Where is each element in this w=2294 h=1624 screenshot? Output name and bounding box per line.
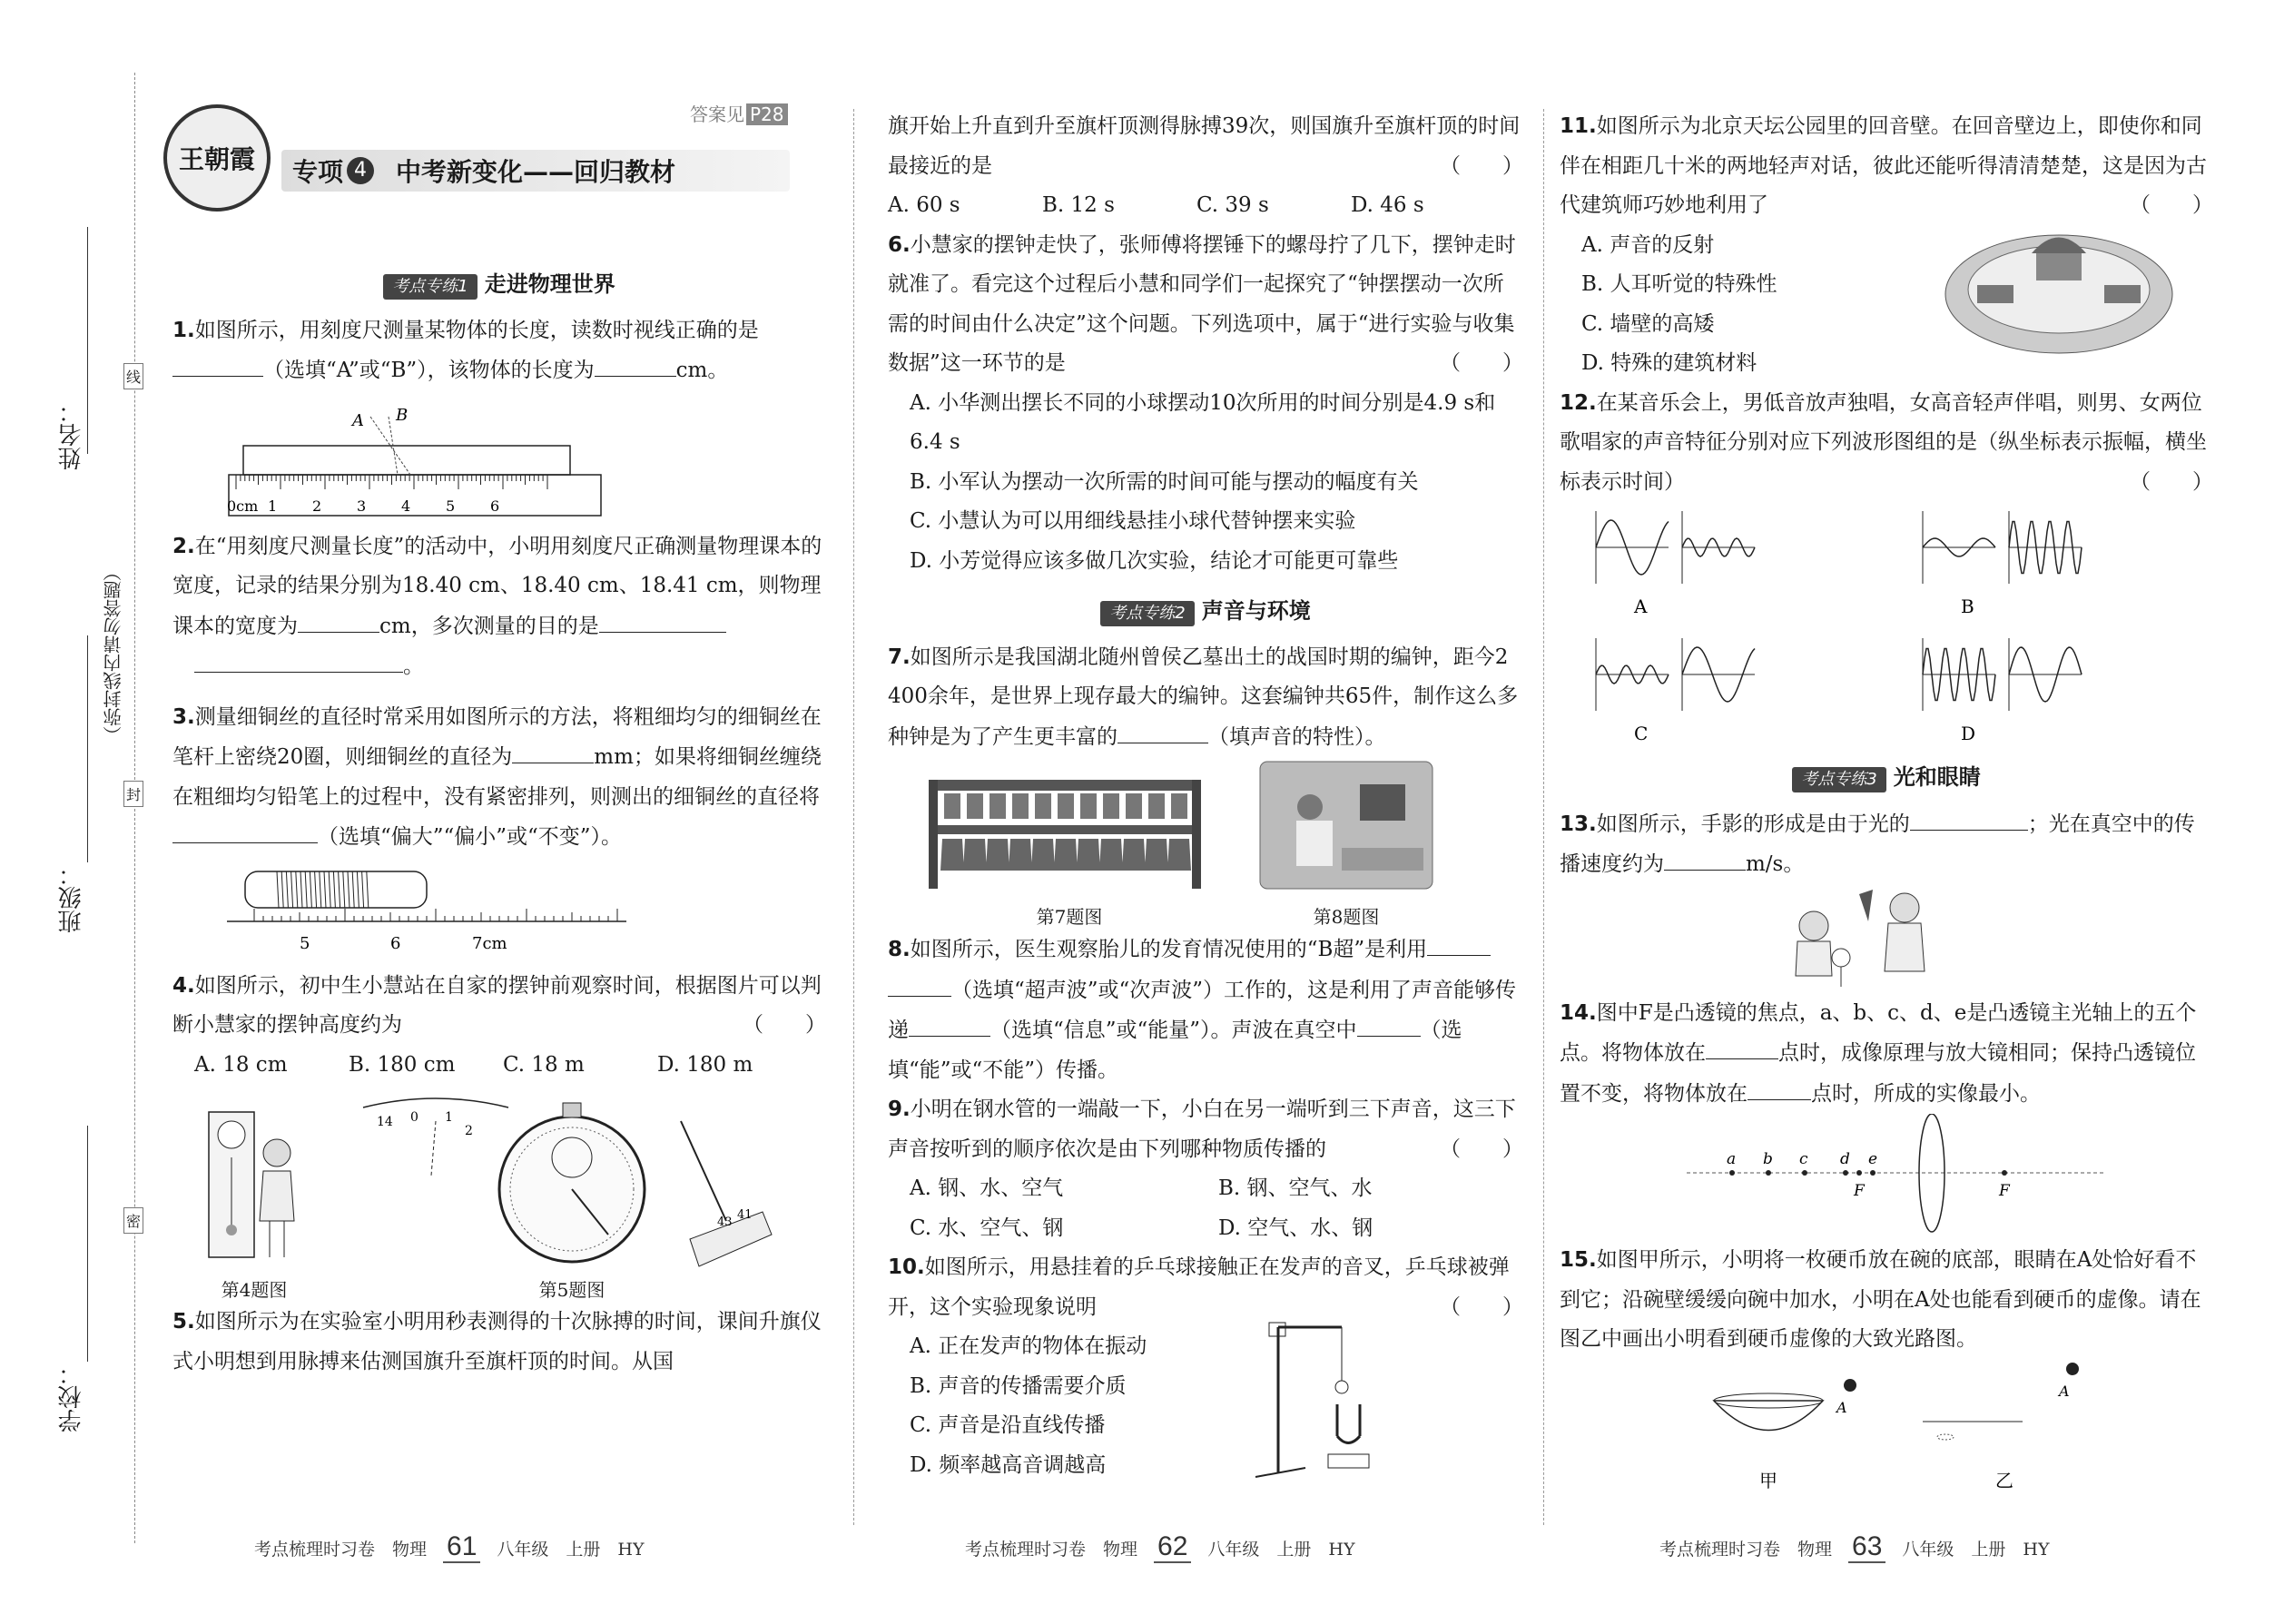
figure-8-caption: 第8题图 xyxy=(1313,906,1380,928)
footer-right: 八年级 上册 HY xyxy=(1902,1540,2050,1560)
section-3-heading xyxy=(1560,758,2213,799)
question-number: 8. xyxy=(888,938,911,961)
question-number: 3. xyxy=(172,704,195,729)
question-text: 。 xyxy=(403,655,424,678)
bowl-jia xyxy=(1714,1401,1823,1431)
seal-mark-1: 线 xyxy=(123,363,143,389)
question-9 xyxy=(888,1090,1523,1169)
section-tag: 考点专练2 xyxy=(1100,601,1194,626)
ruler-1-svg xyxy=(172,391,826,527)
seal-line xyxy=(134,73,135,1543)
option-c[interactable]: C. 水、空气、钢 xyxy=(910,1216,1064,1240)
question-4 xyxy=(172,967,826,1046)
question-text: 如图所示，初中生小慧站在自家的摆钟前观察时间，根据图片可以判断小慧家的摆钟高度约为 xyxy=(172,973,822,1037)
logo-text: 王朝霞 xyxy=(178,144,255,174)
question-number: 12. xyxy=(1560,390,1597,415)
question-text: 如图所示，手影的形成是由于光的 xyxy=(1596,812,1910,836)
question-text: 点时，成像原理与放大镜相同；保持凸透镜位置不变，将物体放在 xyxy=(1560,1041,2196,1106)
answer-blank[interactable] xyxy=(888,970,951,997)
answer-page-badge: P28 xyxy=(746,103,788,125)
question-1 xyxy=(172,311,826,391)
question-number: 4. xyxy=(172,973,195,998)
question-text: 如图所示为北京天坛公园里的回音壁。在回音壁边上，即使你和同伴在相距几十米的两地轻声对话，彼此还能听得清清楚楚，这是因为古代建筑师巧妙地利用了 xyxy=(1560,114,2207,217)
option-d[interactable]: D. 180 m xyxy=(657,1052,753,1077)
waveform-figure xyxy=(1560,502,2213,747)
coil-figure xyxy=(172,858,826,958)
eye-icon xyxy=(2066,1363,2079,1375)
question-text: （选填“偏大”“偏小”或“不变”）。 xyxy=(318,825,623,849)
footer-left: 考点梳理时习卷 物理 xyxy=(965,1540,1138,1560)
view-a-label: A xyxy=(352,410,364,430)
question-text: mm；如果将细铜丝缠绕在粗细均匀铅笔上的过程中，没有紧密排列，则测出的细铜丝的直径将 xyxy=(172,745,822,809)
ruler-label-5: 5 xyxy=(300,933,310,953)
question-text: 小慧家的摆钟走快了，张师傅将摆锤下的螺母拧了几下，摆钟走时就准了。看完这个过程后小慧和同学们一起探究了“钟摆摆动一次所需的时间由什么决定”这个问题。下列选项中，属于“进行实验与收集数据”这一环节的是 xyxy=(888,232,1516,375)
point-b: b xyxy=(1763,1150,1773,1168)
group-label-c: C xyxy=(1634,723,1649,744)
point-a: a xyxy=(1727,1150,1737,1168)
option-b[interactable]: B. 钢、空气、水 xyxy=(1218,1176,1373,1200)
figure-7-8-svg xyxy=(888,757,1523,902)
question-number: 15. xyxy=(1560,1248,1597,1272)
point-a-jia: A xyxy=(1836,1398,1847,1416)
answer-blank[interactable] xyxy=(909,1010,990,1037)
option-b[interactable]: B. 人耳听觉的特殊性 xyxy=(1581,272,1777,296)
option-d[interactable]: D. 频率越高音调越高 xyxy=(910,1452,1107,1477)
options-q9-row2 xyxy=(888,1209,1523,1249)
options-q5 xyxy=(888,186,1523,226)
point-a-yi: A xyxy=(2059,1382,2070,1400)
header xyxy=(154,100,808,200)
column-3 xyxy=(1560,107,2213,1496)
protractor-label: 43 xyxy=(717,1216,733,1229)
footer-page-62 xyxy=(965,1531,1355,1562)
seal-mark-2: 封 xyxy=(123,781,143,807)
question-15 xyxy=(1560,1241,2213,1360)
name-label: 姓名： xyxy=(58,399,85,470)
question-6 xyxy=(888,226,1523,384)
question-text: （选填“A”或“B”），该物体的长度为 xyxy=(263,359,595,382)
option-a[interactable]: A. 声音的反射 xyxy=(1581,232,1715,257)
question-text: cm，多次测量的目的是 xyxy=(379,614,599,638)
page-title: 中考新变化——回归教材 xyxy=(396,157,676,187)
answer-blank[interactable] xyxy=(595,350,676,377)
footer-right: 八年级 上册 HY xyxy=(1207,1540,1355,1560)
answer-blank[interactable] xyxy=(1748,1074,1811,1100)
ruler-label-5: 5 xyxy=(446,497,456,515)
answer-blank[interactable] xyxy=(1357,1010,1421,1037)
answer-ref xyxy=(690,100,788,126)
question-3 xyxy=(172,698,826,858)
question-number: 11. xyxy=(1560,114,1597,138)
question-number: 6. xyxy=(888,232,911,257)
column-1 xyxy=(172,254,826,1382)
question-text: （选填“能”或“不能”）传播。 xyxy=(888,1019,1462,1082)
question-text: m/s。 xyxy=(1746,852,1805,876)
ruler-label-2: 2 xyxy=(312,497,322,515)
point-d: d xyxy=(1840,1150,1850,1168)
q11-options-block xyxy=(1560,226,2213,384)
bowl-figure xyxy=(1560,1360,2213,1496)
answer-blank[interactable] xyxy=(194,646,403,673)
coil-svg xyxy=(172,858,826,958)
question-text: ；光在真空中的传播速度约为 xyxy=(1560,812,2195,876)
ruler-label-4: 4 xyxy=(401,497,411,515)
option-b[interactable]: B. 12 s xyxy=(1042,193,1115,217)
hand-shadow-figure xyxy=(1560,885,2213,994)
question-14 xyxy=(1560,994,2213,1115)
footer-left: 考点梳理时习卷 物理 xyxy=(1659,1540,1833,1560)
dial-scale xyxy=(363,1098,508,1107)
title-prefix: 专项 xyxy=(292,157,344,187)
option-d[interactable]: D. 小芳觉得应该多做几次实验，结论才可能更可靠些 xyxy=(910,548,1399,573)
question-number: 14. xyxy=(1560,1000,1597,1025)
question-text: （填声音的特性）。 xyxy=(1208,724,1386,749)
question-text: 如图所示是我国湖北随州曾侯乙墓出土的战国时期的编钟，距今2 400余年，是世界上现存最大的编钟。这套编钟共65件，制作这么多种钟是为了产生更丰富的 xyxy=(888,645,1519,749)
ruler-figure-1 xyxy=(172,391,826,527)
option-a[interactable]: A. 钢、水、空气 xyxy=(910,1176,1064,1200)
section-title: 走进物理世界 xyxy=(484,271,615,297)
section-tag: 考点专练3 xyxy=(1792,767,1885,792)
question-text: 在“用刻度尺测量长度”的活动中，小明用刻度尺正确测量物理课本的宽度，记录的结果分别为18.40 cm、18.40 cm、18.41 cm，则物理课本的宽度为 xyxy=(172,534,822,638)
name-underline[interactable] xyxy=(87,227,88,454)
answer-paren[interactable]: （ ） xyxy=(1440,153,1523,178)
question-number: 2. xyxy=(172,534,195,558)
lens-svg xyxy=(1560,1114,2213,1241)
section-title: 声音与环境 xyxy=(1201,598,1311,624)
question-number: 10. xyxy=(888,1255,925,1279)
column-divider-1 xyxy=(853,109,854,1525)
answer-paren[interactable]: （ ） xyxy=(743,1013,826,1037)
answer-blank[interactable] xyxy=(1117,717,1208,743)
figure-4-caption: 第4题图 xyxy=(221,1279,288,1301)
ruler-label-3: 3 xyxy=(357,497,367,515)
label-jia: 甲 xyxy=(1759,1469,1777,1491)
option-a[interactable]: A. 60 s xyxy=(888,193,960,217)
option-d[interactable]: D. 特殊的建筑材料 xyxy=(1581,351,1757,375)
ruler-label-6: 6 xyxy=(390,933,401,953)
question-5-cont xyxy=(888,107,1523,186)
focus-left: F xyxy=(1854,1182,1865,1200)
group-label-b: B xyxy=(1961,595,1974,617)
group-label-d: D xyxy=(1961,723,1976,744)
option-c[interactable]: C. 声音是沿直线传播 xyxy=(910,1413,1106,1437)
question-text: 在某音乐会上，男低音放声独唱，女高音轻声伴唱，则男、女两位歌唱家的声音特征分别对应下列波形图组的是（纵坐标表示振幅，横坐标表示时间） xyxy=(1560,390,2207,494)
option-c[interactable]: C. 18 m xyxy=(503,1052,585,1077)
tuning-fork-figure xyxy=(1251,1309,1433,1491)
footer-page-63 xyxy=(1659,1531,2050,1562)
figures-7-8 xyxy=(888,757,1523,930)
figure-4-5-svg xyxy=(172,1085,826,1275)
question-7 xyxy=(888,638,1523,758)
section-2-heading xyxy=(888,592,1523,633)
title-banner xyxy=(281,150,790,192)
answer-paren[interactable]: （ ） xyxy=(2130,193,2213,217)
question-number: 1. xyxy=(172,318,195,342)
question-text: cm。 xyxy=(675,359,729,382)
column-2 xyxy=(888,107,1523,1485)
answer-blank[interactable] xyxy=(298,606,379,633)
eye-icon xyxy=(1844,1379,1856,1392)
bowl-svg xyxy=(1560,1360,2213,1496)
label-yi: 乙 xyxy=(1995,1469,2013,1491)
option-b[interactable]: B. 180 cm xyxy=(349,1052,456,1077)
answer-blank[interactable] xyxy=(172,350,263,377)
figures-4-5 xyxy=(172,1085,826,1303)
point-e: e xyxy=(1868,1150,1878,1168)
footer-right: 八年级 上册 HY xyxy=(497,1540,645,1560)
seal-hint: （弥封线内请勿答题） xyxy=(103,563,124,744)
ruler-label-7: 7cm xyxy=(472,933,507,953)
answer-paren[interactable]: （ ） xyxy=(2130,469,2213,494)
option-a[interactable]: A. 正在发声的物体在振动 xyxy=(910,1334,1147,1358)
page-number: 63 xyxy=(1848,1531,1885,1563)
footer-page-61 xyxy=(254,1531,645,1562)
point-c: c xyxy=(1799,1150,1808,1168)
section-1-heading xyxy=(172,265,826,306)
logo-badge xyxy=(163,104,271,212)
footer-left: 考点梳理时习卷 物理 xyxy=(254,1540,428,1560)
dial-label: 0 xyxy=(410,1110,418,1125)
question-2 xyxy=(172,527,826,687)
question-number: 7. xyxy=(888,645,911,669)
figure-7-caption: 第7题图 xyxy=(1036,906,1103,928)
question-text: 旗开始上升直到升至旗杆顶测得脉搏39次，则国旗升至旗杆顶的时间最接近的是 xyxy=(888,114,1521,178)
answer-paren[interactable]: （ ） xyxy=(1440,351,1523,375)
question-number: 13. xyxy=(1560,812,1597,836)
answer-blank[interactable] xyxy=(1910,804,2028,831)
section-tag: 考点专练1 xyxy=(383,274,477,300)
dial-label: 14 xyxy=(377,1115,393,1129)
focus-right: F xyxy=(1999,1182,2010,1200)
view-b-label: B xyxy=(396,405,409,425)
column-divider-2 xyxy=(1543,109,1544,1525)
question-12 xyxy=(1560,384,2213,503)
protractor-label: 41 xyxy=(737,1208,753,1222)
school-underline[interactable] xyxy=(87,1126,88,1362)
answer-paren[interactable]: （ ） xyxy=(1440,1294,1523,1319)
waveform-svg xyxy=(1560,502,2213,747)
class-underline[interactable] xyxy=(87,635,88,862)
dial-label: 2 xyxy=(465,1124,473,1138)
lens-figure xyxy=(1560,1114,2213,1241)
question-text: 图中F是凸透镜的焦点，a、b、c、d、e是凸透镜主光轴上的五个点。将物体放在 xyxy=(1560,1000,2197,1065)
dial-label: 1 xyxy=(445,1110,453,1125)
answer-blank[interactable] xyxy=(1664,844,1746,871)
ruler-label-6: 6 xyxy=(490,497,500,515)
question-number: 9. xyxy=(888,1097,911,1121)
pendulum-line xyxy=(681,1121,726,1221)
girl-figure xyxy=(263,1139,290,1166)
question-number: 5. xyxy=(172,1310,195,1334)
options-q4 xyxy=(194,1046,826,1086)
section-title: 光和眼睛 xyxy=(1893,764,1981,790)
answer-ref-label: 答案见 xyxy=(690,103,744,125)
question-text: 如图所示为在实验室小明用秒表测得的十次脉搏的时间，课间升旗仪式小明想到用脉搏来估测国旗升至旗杆顶的时间。从国 xyxy=(172,1310,822,1373)
question-text: （选填“信息”或“能量”）。声波在真空中 xyxy=(990,1019,1357,1042)
question-text: 如图甲所示，小明将一枚硬币放在碗的底部，眼睛在A处恰好看不到它；沿碗壁缓缓向碗中加水，小明在A处也能看到硬币的虚像。请在图乙中画出小明看到硬币虚像的大致光路图。 xyxy=(1560,1248,2201,1351)
answer-blank[interactable] xyxy=(512,737,594,763)
question-text: 小明在钢水管的一端敲一下，小白在另一端听到三下声音，这三下声音按听到的顺序依次是由下列哪种物质传播的 xyxy=(888,1097,1516,1161)
option-a[interactable]: A. 小华测出摆长不同的小球摆动10次所用的时间分别是4.9 s和6.4 s xyxy=(910,390,1496,454)
option-d[interactable]: D. 空气、水、钢 xyxy=(1218,1216,1373,1240)
option-c[interactable]: C. 小慧认为可以用细线悬挂小球代替钟摆来实验 xyxy=(910,509,1356,533)
title-number: 4 xyxy=(347,157,374,184)
option-d[interactable]: D. 46 s xyxy=(1351,193,1424,217)
answer-blank[interactable] xyxy=(1706,1033,1778,1059)
options-q9-row1 xyxy=(888,1169,1523,1209)
question-5 xyxy=(172,1303,826,1382)
option-c[interactable]: C. 39 s xyxy=(1196,193,1269,217)
question-text: 如图所示，医生观察胎儿的发育情况使用的“B超”是利用 xyxy=(910,938,1428,961)
question-8 xyxy=(888,930,1523,1090)
option-b[interactable]: B. 小军认为摆动一次所需的时间可能与摆动的幅度有关 xyxy=(910,469,1419,494)
question-text: 如图所示，用刻度尺测量某物体的长度，读数时视线正确的是 xyxy=(194,318,759,342)
ruler-label-0: 0cm xyxy=(227,497,259,515)
hand-shadow-svg xyxy=(1560,885,2213,994)
page-number: 62 xyxy=(1154,1531,1191,1563)
question-text: 点时，所成的实像最小。 xyxy=(1811,1081,2041,1106)
school-label: 学校： xyxy=(58,1362,85,1432)
option-b[interactable]: B. 声音的传播需要介质 xyxy=(910,1373,1127,1398)
answer-paren[interactable]: （ ） xyxy=(1440,1137,1523,1161)
option-a[interactable]: A. 18 cm xyxy=(194,1052,288,1077)
option-c[interactable]: C. 墙壁的高矮 xyxy=(1581,311,1715,336)
seal-mark-3: 密 xyxy=(123,1207,143,1234)
echo-wall-figure xyxy=(1941,208,2177,362)
class-label: 班级： xyxy=(58,862,85,933)
question-13 xyxy=(1560,804,2213,885)
figure-5-caption: 第5题图 xyxy=(538,1279,605,1301)
answer-blank[interactable] xyxy=(599,606,726,633)
question-text: 如图所示，用悬挂着的乒乓球接触正在发声的音叉，乒乓球被弹开，这个实验现象说明 xyxy=(888,1255,1510,1319)
q10-options-block xyxy=(888,1327,1523,1485)
page-number: 61 xyxy=(443,1531,480,1563)
answer-blank[interactable] xyxy=(172,817,318,843)
question-text: （选填“超声波”或“次声波”）工作的，这是利用了声音能够传递 xyxy=(888,978,1517,1042)
group-label-a: A xyxy=(1634,595,1648,617)
bianzhong-bells xyxy=(929,780,1201,889)
question-text: 测量细铜丝的直径时常采用如图所示的方法，将粗细均匀的细铜丝在笔杆上密绕20圈，则细铜丝的直径为 xyxy=(172,704,822,769)
ruler-label-1: 1 xyxy=(268,497,278,515)
